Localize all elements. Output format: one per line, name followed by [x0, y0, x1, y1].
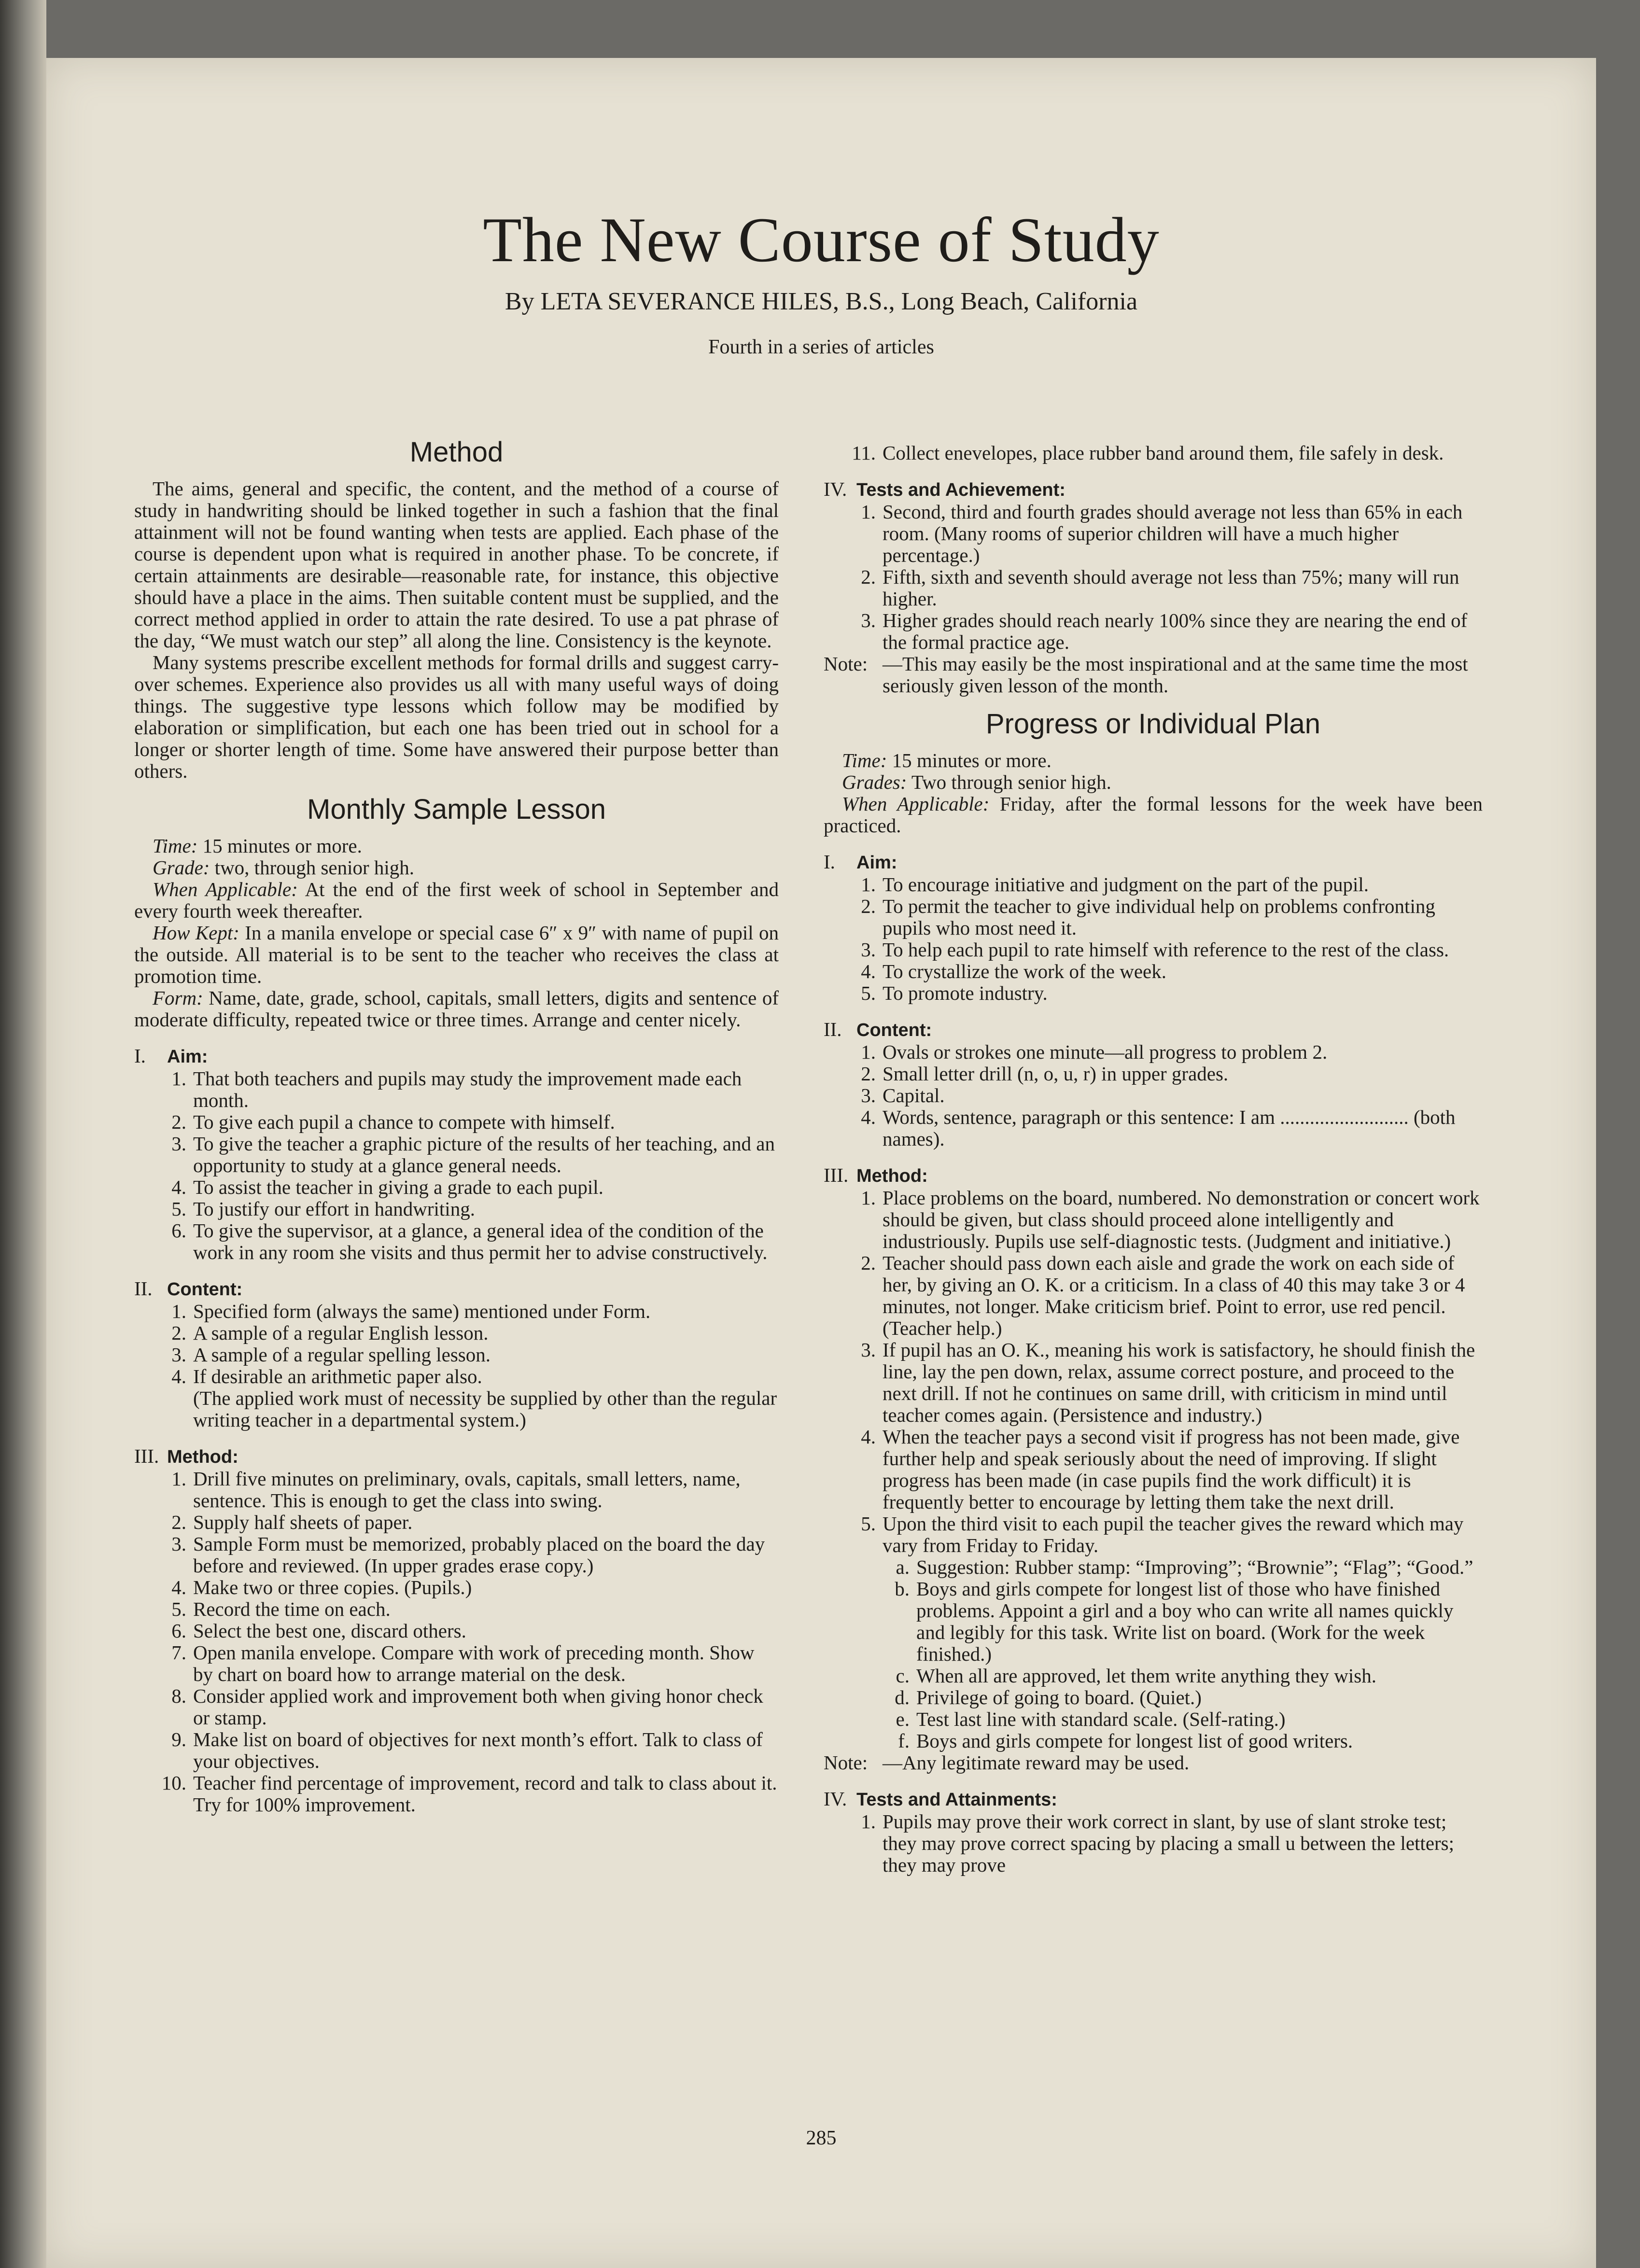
section-heading: III. Method: [134, 1445, 238, 1467]
list-item: 1. Pupils may prove their work correct in slant, by use of slant stroke test; they may prove correct spacing by placing a small u between the letters; they may prove [861, 1810, 1455, 1876]
list-item: 1. Second, third and fourth grades should average not less than 65% in each room. (Many rooms of superior children will have a much higher percentage.) [861, 501, 1463, 566]
list-item: 2. To permit the teacher to give individual help on problems confronting pupils who most need it. [861, 895, 1435, 939]
sub-item: e. Test last line with standard scale. (Self-rating.) [896, 1708, 1286, 1730]
monthly-grade: Grade: two, through senior high. [153, 856, 415, 879]
monthly-aim-section [134, 1045, 779, 1263]
sub-item: c. When all are approved, let them write anything they wish. [896, 1665, 1376, 1687]
list-item: 3. Capital. [861, 1084, 945, 1106]
list-item: 1. Specified form (always the same) mentioned under Form. [171, 1300, 651, 1322]
list-item: 1. Place problems on the board, numbered. No demonstration or concert work should be given, but class should proceed alone intelligently and industriously. Pupils use self-diagnostic tests. (Judgment and initiative.) [861, 1187, 1480, 1252]
list-item: 6. Select the best one, discard others. [171, 1620, 466, 1642]
list-item: 1. To encourage initiative and judgment on the part of the pupil. [861, 873, 1369, 896]
progress-aim-section [824, 851, 1483, 1004]
list-item: 10. Teacher find percentage of improvement, record and talk to class about it. Try for 100% improvement. [161, 1772, 777, 1816]
list-item: 4. If desirable an arithmetic paper also. [171, 1365, 482, 1387]
content-parenthetical: (The applied work must of necessity be supplied by other than the regular writing teacher in a departmental system.) [193, 1387, 777, 1431]
series-note: Fourth in a series of articles [708, 336, 934, 358]
sub-item: a. Suggestion: Rubber stamp: “Improving”; “Brownie”; “Flag”; “Good.” [896, 1556, 1473, 1578]
list-item: 3. To give the teacher a graphic picture of the results of her teaching, and an opportunity to study at a glance general needs. [171, 1133, 775, 1176]
monthly-form: Form: Name, date, grade, school, capitals, small letters, digits and sentence of moderate difficulty, repeated twice or three times. Arrange and center nicely. [134, 987, 779, 1031]
list-item: 1. Drill five minutes on preliminary, ovals, capitals, small letters, name, sentence. This is enough to get the class into swing. [171, 1468, 741, 1512]
list-item: 2. A sample of a regular English lesson. [171, 1322, 489, 1344]
progress-tests-section [824, 1788, 1483, 1876]
list-item: 4. To assist the teacher in giving a grade to each pupil. [171, 1176, 603, 1198]
list-item: 4. Words, sentence, paragraph or this sentence: I am .......................... (both names). [861, 1106, 1456, 1150]
sub-item: b. Boys and girls compete for longest list of those who have finished problems. Appoint a girl and a boy who can write all names quickly and legibly for this task. Write list on board. (Work for the week finished.) [895, 1578, 1454, 1665]
book-gutter [0, 0, 46, 2268]
list-item: 3. Sample Form must be memorized, probably placed on the board the day before and reviewed. (In upper grades erase copy.) [171, 1533, 765, 1577]
progress-grades: Grades: Two through senior high. [842, 771, 1111, 793]
section-heading: IV. Tests and Achievement: [824, 478, 1065, 500]
right-column [824, 425, 1483, 1876]
method-paragraph-2: Many systems prescribe excellent methods for formal drills and suggest carry-over schemes. Experience also provides us all with many useful ways of doing things. The suggestive type lessons which follow may be modified by elaboration or simplification, but each one has been tried out in school for a longer or shorter length of time. Some have answered their purpose better than others. [134, 651, 779, 782]
byline: By LETA SEVERANCE HILES, B.S., Long Beach, California [505, 288, 1138, 315]
monthly-how-kept: How Kept: In a manila envelope or special case 6″ x 9″ with name of pupil on the outside. All material is to be sent to the teacher who receives the class at promotion time. [134, 922, 779, 987]
list-item: 2. Supply half sheets of paper. [171, 1511, 413, 1533]
method-heading: Method [409, 436, 504, 468]
list-item: 7. Open manila envelope. Compare with work of preceding month. Show by chart on board how to arrange material on the desk. [171, 1641, 755, 1685]
sub-item: f. Boys and girls compete for longest list of good writers. [898, 1730, 1353, 1752]
list-item: 2. Small letter drill (n, o, u, r) in upper grades. [861, 1063, 1229, 1085]
list-item: 1. Ovals or strokes one minute—all progress to problem 2. [861, 1041, 1328, 1063]
list-item: 6. To give the supervisor, at a glance, a general idea of the condition of the work in any room she visits and thus permit her to advise constructively. [171, 1219, 768, 1263]
monthly-tests-section [824, 478, 1483, 697]
progress-content-section [824, 1019, 1483, 1150]
section-heading: I. Aim: [824, 851, 897, 873]
list-item: 2. Fifth, sixth and seventh should average not less than 75%; many will run higher. [861, 566, 1459, 610]
sub-item: d. Privilege of going to board. (Quiet.) [895, 1686, 1202, 1708]
list-item: 3. Higher grades should reach nearly 100% since they are nearing the end of the formal practice age. [861, 609, 1468, 653]
list-item: 3. If pupil has an O. K., meaning his work is satisfactory, he should finish the line, lay the pen down, relax, assume correct posture, and proceed to the next drill. If not he continues on same drill, with criticism in mind until teacher comes again. (Persistence and industry.) [861, 1339, 1475, 1426]
section-heading: II. Content: [824, 1018, 932, 1040]
monthly-when: When Applicable: At the end of the first week of school in September and every fourth week thereafter. [134, 878, 779, 922]
list-item: 3. A sample of a regular spelling lesson. [171, 1344, 491, 1366]
list-item: 11. Collect enevelopes, place rubber band around them, file safely in desk. [852, 442, 1444, 464]
list-item: 4. Make two or three copies. (Pupils.) [171, 1576, 472, 1598]
section-heading: III. Method: [824, 1164, 928, 1186]
list-item: 5. Upon the third visit to each pupil the teacher gives the reward which may vary from Friday to Friday. [861, 1512, 1464, 1556]
list-item: 4. To crystallize the work of the week. [861, 960, 1166, 982]
page-number: 285 [806, 2127, 837, 2149]
progress-when: When Applicable: Friday, after the formal lessons for the week have been practiced. [824, 793, 1483, 837]
section-heading: II. Content: [134, 1277, 243, 1300]
monthly-lesson-heading: Monthly Sample Lesson [307, 794, 606, 825]
list-item: 5. Record the time on each. [171, 1598, 391, 1620]
section-heading: I. Aim: [134, 1045, 208, 1067]
article-title: The New Course of Study [483, 204, 1160, 275]
note: Note: —Any legitimate reward may be used. [824, 1751, 1190, 1774]
list-item: 5. To justify our effort in handwriting. [171, 1198, 475, 1220]
list-item: 2. Teacher should pass down each aisle and grade the work on each side of her, by giving an O. K. or a criticism. In a class of 40 this may take 3 or 4 minutes, not longer. Make criticism brief. Point to error, use red pencil. (Teacher help.) [861, 1252, 1465, 1339]
progress-time: Time: 15 minutes or more. [842, 749, 1051, 771]
list-item: 2. To give each pupil a chance to compete with himself. [171, 1111, 615, 1133]
document-page [46, 58, 1596, 2268]
list-item: 3. To help each pupil to rate himself with reference to the rest of the class. [861, 938, 1449, 961]
progress-plan-heading: Progress or Individual Plan [985, 708, 1321, 740]
list-item: 4. When the teacher pays a second visit if progress has not been made, give further help and speak seriously about the need of improving. If slight progress has been made (in case pupils find the work difficult) it is frequently better to encourage by letting them take the next drill. [861, 1426, 1460, 1513]
list-item: 8. Consider applied work and improvement both when giving honor check or stamp. [171, 1685, 763, 1729]
note: Note: —This may easily be the most inspirational and at the same time the most seriously given lesson of the month. [824, 653, 1468, 697]
list-item: 5. To promote industry. [861, 982, 1048, 1004]
progress-method-section [824, 1164, 1483, 1774]
list-item: 1. That both teachers and pupils may study the improvement made each month. [171, 1067, 742, 1111]
method-paragraph-1: The aims, general and specific, the content, and the method of a course of study in handwriting should be linked together in such a fashion that the final attainment will not be found wanting when tests are applied. Each phase of the course is dependent upon what is required in another phase. To be concrete, if certain attainments are desirable—reasonable rate, for instance, this objective should have a place in the aims. Then suitable content must be supplied, and the correct method applied in order to attain the rate desired. To use a pat phrase of the day, “We must watch our step” all along the line. Consistency is the keynote. [134, 477, 779, 652]
monthly-content-section [134, 1278, 779, 1431]
list-item: 9. Make list on board of objectives for next month’s effort. Talk to class of your objectives. [171, 1728, 763, 1772]
section-heading: IV. Tests and Attainments: [824, 1788, 1057, 1810]
monthly-method-section [134, 1445, 779, 1816]
monthly-time: Time: 15 minutes or more. [153, 835, 362, 857]
left-column [134, 425, 779, 1816]
